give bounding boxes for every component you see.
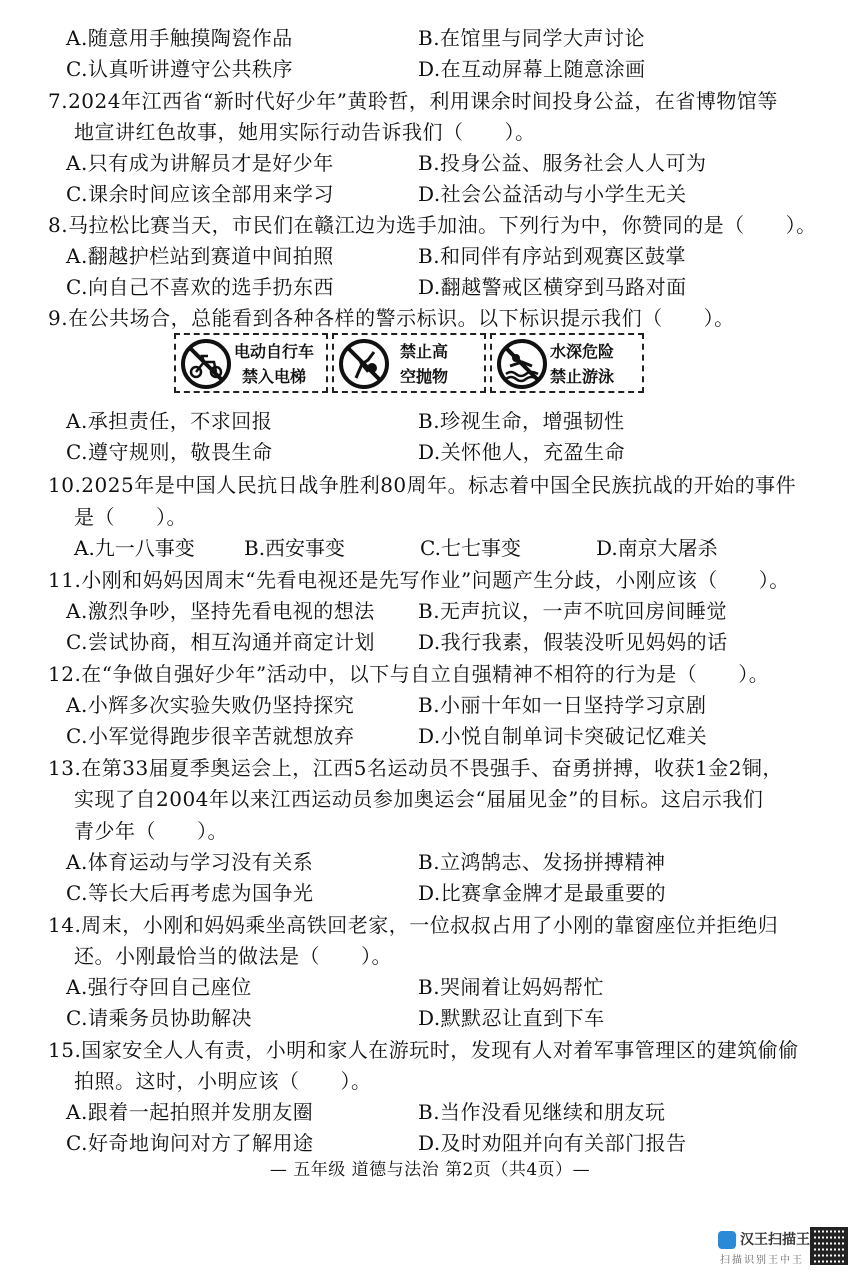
q8-option-a: A.翻越护栏站到赛道中间拍照 (66, 244, 334, 268)
q10-option-a: A.九一八事变 (74, 536, 195, 560)
q6-option-b: B.在馆里与同学大声讨论 (418, 26, 646, 50)
watermark-brand: 汉王扫描王 (740, 1232, 810, 1248)
q11-option-a: A.激烈争吵，坚持先看电视的想法 (66, 599, 375, 623)
q13-stem-line2: 实现了自2004年以来江西运动员参加奥运会“届届见金”的目标。这启示我们 (74, 787, 764, 811)
sign-no-throwing (332, 333, 486, 393)
q9-option-b: B.珍视生命，增强韧性 (418, 409, 625, 433)
q6-option-c: C.认真听讲遵守公共秩序 (66, 57, 293, 81)
q14-option-c: C.请乘务员协助解决 (66, 1006, 252, 1030)
q15-option-c: C.好奇地询问对方了解用途 (66, 1131, 314, 1155)
q10-option-d: D.南京大屠杀 (596, 536, 718, 560)
q14-stem-line1: 14.周末，小刚和妈妈乘坐高铁回老家，一位叔叔占用了小刚的靠窗座位并拒绝归 (48, 913, 779, 937)
sign-no-swimming-line2: 禁止游泳 (550, 367, 615, 386)
q14-stem-line2: 还。小刚最恰当的做法是（ ）。 (74, 944, 392, 968)
q12-option-c: C.小军觉得跑步很辛苦就想放弃 (66, 724, 355, 748)
q15-option-b: B.当作没看见继续和朋友玩 (418, 1100, 666, 1124)
q7-option-b: B.投身公益、服务社会人人可为 (418, 151, 707, 175)
q11-option-b: B.无声抗议，一声不吭回房间睡觉 (418, 599, 728, 623)
q14-option-b: B.哭闹着让妈妈帮忙 (418, 975, 605, 999)
no-swimming-icon (496, 338, 548, 390)
sign-no-throwing-line2: 空抛物 (400, 367, 449, 386)
q13-option-c: C.等长大后再考虑为国争光 (66, 881, 314, 905)
q6-option-a: A.随意用手触摸陶瓷作品 (66, 26, 293, 50)
sign-no-throwing-line1: 禁止高 (400, 342, 449, 361)
scanner-watermark (718, 1227, 848, 1271)
scanner-logo-icon (718, 1231, 736, 1249)
q10-option-b: B.西安事变 (244, 536, 346, 560)
q12-stem: 12.在“争做自强好少年”活动中，以下与自立自强精神不相符的行为是（ ）。 (48, 662, 770, 686)
q12-option-b: B.小丽十年如一日坚持学习京剧 (418, 693, 707, 717)
q12-option-d: D.小悦自制单词卡突破记忆难关 (418, 724, 708, 748)
sign-no-throwing-text (400, 339, 448, 389)
q14-option-d: D.默默忍让直到下车 (418, 1006, 605, 1030)
sign-no-ebike-line2: 禁入电梯 (242, 367, 307, 386)
q7-option-a: A.只有成为讲解员才是好少年 (66, 151, 334, 175)
sign-no-ebike (174, 333, 328, 393)
q7-stem-line2: 地宣讲红色故事，她用实际行动告诉我们（ ）。 (74, 120, 536, 144)
sign-no-swimming (490, 333, 644, 393)
q15-option-a: A.跟着一起拍照并发朋友圈 (66, 1100, 314, 1124)
q9-option-a: A.承担责任，不求回报 (66, 409, 273, 433)
q10-stem-line2: 是（ ）。 (74, 505, 187, 529)
watermark-slogan: 扫描识别王中王 (720, 1255, 804, 1266)
page-footer: — 五年级 道德与法治 第2页（共4页）— (269, 1160, 591, 1180)
q13-option-d: D.比赛拿金牌才是最重要的 (418, 881, 667, 905)
q11-option-d: D.我行我素，假装没听见妈妈的话 (418, 630, 728, 654)
q13-stem-line1: 13.在第33届夏季奥运会上，江西5名运动员不畏强手、奋勇拼搏，收获1金2铜， (48, 756, 783, 780)
q15-stem-line2: 拍照。这时，小明应该（ ）。 (74, 1069, 372, 1093)
q11-option-c: C.尝试协商，相互沟通并商定计划 (66, 630, 375, 654)
sign-no-ebike-line1: 电动自行车 (234, 342, 315, 361)
q6-option-d: D.在互动屏幕上随意涂画 (418, 57, 646, 81)
q11-stem: 11.小刚和妈妈因周末“先看电视还是先写作业”问题产生分歧，小刚应该（ ）。 (48, 568, 790, 592)
q7-stem-line1: 7.2024年江西省“新时代好少年”黄聆哲，利用课余时间投身公益，在省博物馆等 (48, 89, 778, 113)
q13-option-b: B.立鸿鹄志、发扬拼搏精神 (418, 850, 666, 874)
q12-option-a: A.小辉多次实验失败仍坚持探究 (66, 693, 355, 717)
q10-option-c: C.七七事变 (420, 536, 521, 560)
q9-option-c: C.遵守规则，敬畏生命 (66, 440, 273, 464)
no-throwing-icon (338, 338, 390, 390)
warning-signs (174, 333, 644, 395)
sign-no-ebike-text (234, 339, 314, 389)
q7-option-d: D.社会公益活动与小学生无关 (418, 182, 687, 206)
q8-stem: 8.马拉松比赛当天，市民们在赣江边为选手加油。下列行为中，你赞同的是（ ）。 (48, 213, 817, 237)
q10-stem-line1: 10.2025年是中国人民抗日战争胜利80周年。标志着中国全民族抗战的开始的事件 (48, 473, 797, 497)
q13-stem-line3: 青少年（ ）。 (74, 819, 228, 843)
qr-code-icon (810, 1227, 848, 1265)
q15-stem-line1: 15.国家安全人人有责，小明和家人在游玩时，发现有人对着军事管理区的建筑偷偷 (48, 1038, 799, 1062)
q13-option-a: A.体育运动与学习没有关系 (66, 850, 314, 874)
q8-option-d: D.翻越警戒区横穿到马路对面 (418, 275, 687, 299)
q14-option-a: A.强行夺回自己座位 (66, 975, 252, 999)
q8-option-c: C.向自己不喜欢的选手扔东西 (66, 275, 334, 299)
q9-option-d: D.关怀他人，充盈生命 (418, 440, 626, 464)
q8-option-b: B.和同伴有序站到观赛区鼓掌 (418, 244, 687, 268)
q15-option-d: D.及时劝阻并向有关部门报告 (418, 1131, 687, 1155)
q9-stem: 9.在公共场合，总能看到各种各样的警示标识。以下标识提示我们（ ）。 (48, 306, 735, 330)
q7-option-c: C.课余时间应该全部用来学习 (66, 182, 334, 206)
no-ebike-icon (180, 338, 232, 390)
sign-no-swimming-line1: 水深危险 (550, 342, 615, 361)
sign-no-swimming-text (550, 339, 614, 389)
